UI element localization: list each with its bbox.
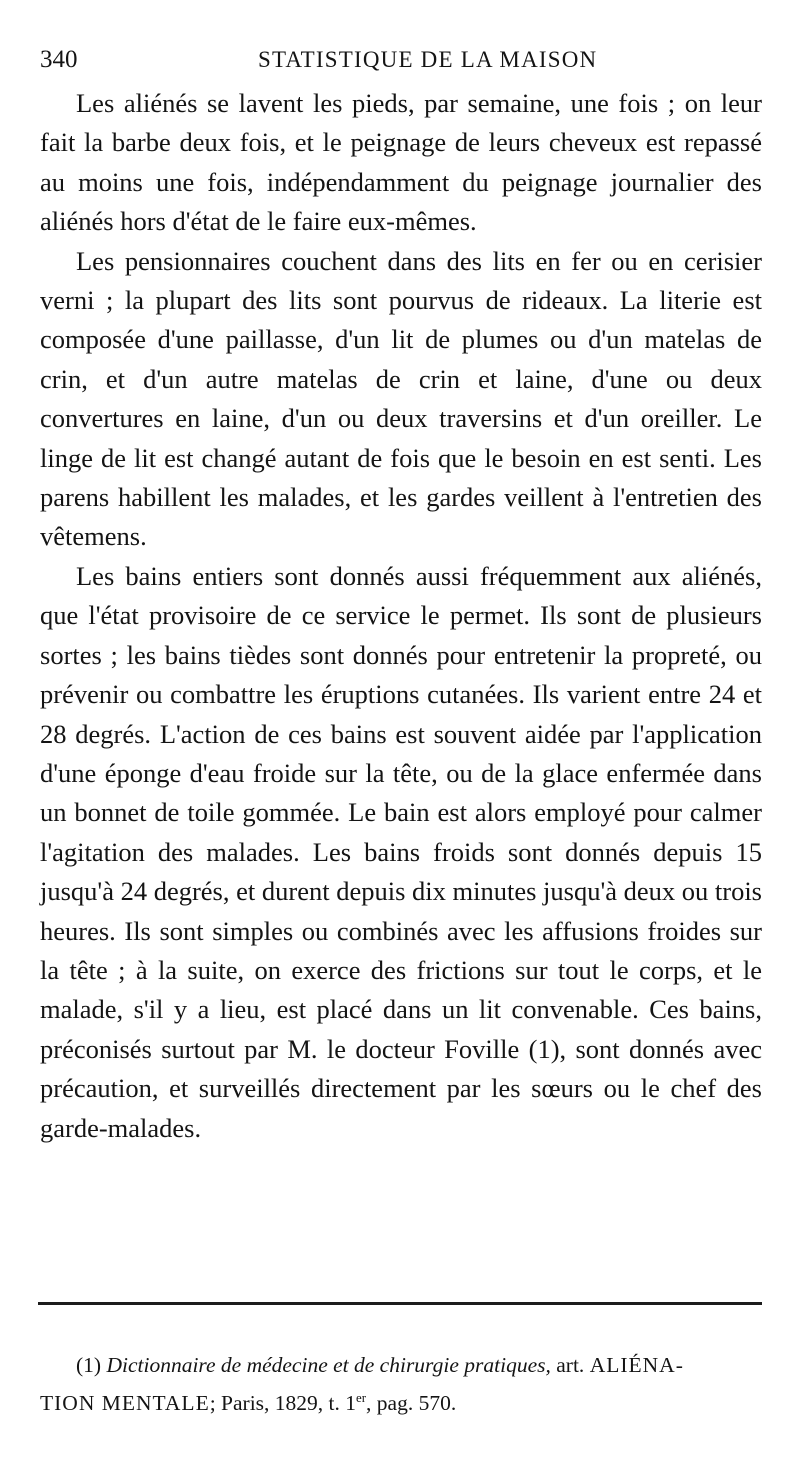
- footnote-article-part2: TION MENTALE: [40, 1391, 210, 1415]
- footnote-line-1: [40, 1346, 762, 1384]
- footnote-marker: (1): [76, 1353, 102, 1377]
- running-title: STATISTIQUE DE LA MAISON: [258, 47, 598, 72]
- page-number: 340: [40, 46, 78, 73]
- footnote-article-part1: ALIÉNA-: [589, 1353, 684, 1377]
- running-head: [40, 40, 760, 80]
- paragraph-bedding: Les pensionnaires couchent dans des lits en fer ou en cerisier verni ; la plupart des lits sont pourvus de rideaux. La literie est composée d'une paillasse, d'un lit de plumes ou d'un matelas de crin, et d'un autre matelas de crin et laine, d'une ou deux convertures en laine, d'un ou deux traversins et d'un oreiller. Le linge de lit est changé autant de fois que le besoin en est senti. Les parens habillent les malades, et les gardes veillent à l'entretien des vêtemens.: [40, 245, 762, 552]
- footnote-rule: [38, 1302, 762, 1305]
- body-text: [40, 84, 762, 1148]
- footnote-place-year: ; Paris, 1829, t.: [209, 1391, 340, 1415]
- paragraph-baths: Les bains entiers sont donnés aussi fréquemment aux aliénés, que l'état provisoire de ce service le permet. Ils sont de plusieurs sortes ; les bains tièdes sont donnés pour entretenir la propreté, ou prévenir ou combattre les éruptions cutanées. Ils varient entre 24 et 28 degrés. L'action de ces bains est souvent aidée par l'application d'une éponge d'eau froide sur la tête, ou de la glace enfermée dans un bonnet de toile gommée. Le bain est alors employé pour calmer l'agitation des malades. Les bains froids sont donnés depuis 15 jusqu'à 24 degrés, et durent depuis dix minutes jusqu'à deux ou trois heures. Ils sont simples ou combinés avec les affusions froides sur la tête ; à la suite, on exerce des frictions sur tout le corps, et le malade, s'il y a lieu, est placé dans un lit convenable. Ces bains, préconisés surtout par M. le docteur Foville (1), sont donnés avec précaution, et surveillés directement par les sœurs ou le chef des garde-malades.: [40, 560, 762, 1143]
- paragraph-hygiene: Les aliénés se lavent les pieds, par semaine, une fois ; on leur fait la barbe deux fois, et le peignage de leurs cheveux est repassé au moins une fois, indépendamment du peignage journalier des aliénés hors d'état de le faire eux-mêmes.: [40, 88, 762, 237]
- footnote-art-label: art.: [556, 1353, 585, 1377]
- footnote-page-ref: , pag. 570.: [366, 1391, 457, 1415]
- footnote: [40, 1346, 762, 1422]
- footnote-work-title: Dictionnaire de médecine et de chirurgie pratiques,: [106, 1353, 551, 1377]
- footnote-tome-sup: er: [356, 1390, 367, 1405]
- footnote-line-2: [40, 1384, 762, 1422]
- footnote-tome: 1: [345, 1391, 357, 1415]
